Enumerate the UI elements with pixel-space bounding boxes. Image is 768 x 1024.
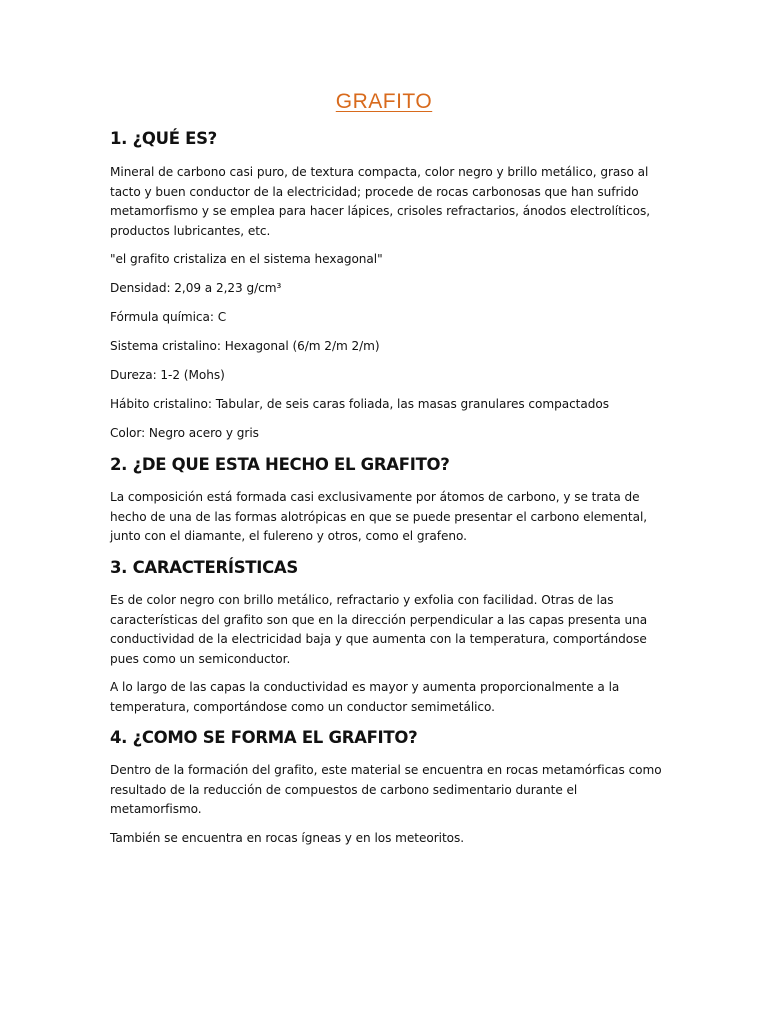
document-title <box>0 88 768 117</box>
document-title-text: GRAFITO <box>335 90 433 113</box>
section-4-paragraph-2: También se encuentra en rocas ígneas y en los meteoritos. <box>110 831 465 845</box>
section-3-paragraph-1: Es de color negro con brillo metálico, refractario y exfolia con facilidad. Otras de las características del grafito son que en la dirección perpendicular a las capas presenta una conductividad de la electricidad baja y que aumenta con la temperatura, comportándose pues como un semiconductor. <box>110 593 648 666</box>
property-density: Densidad: 2,09 a 2,23 g/cm³ <box>110 281 282 295</box>
section-2-heading: 2. ¿DE QUE ESTA HECHO EL GRAFITO? <box>110 455 450 474</box>
property-crystal-habit: Hábito cristalino: Tabular, de seis caras foliada, las masas granulares compactados <box>110 397 609 411</box>
section-3-heading: 3. CARACTERÍSTICAS <box>110 558 298 577</box>
section-3-paragraph-2: A lo largo de las capas la conductividad es mayor y aumenta proporcionalmente a la temperatura, comportándose como un conductor semimetálico. <box>110 680 620 714</box>
property-hardness: Dureza: 1-2 (Mohs) <box>110 368 225 382</box>
section-4-heading: 4. ¿COMO SE FORMA EL GRAFITO? <box>110 728 418 747</box>
property-color: Color: Negro acero y gris <box>110 426 259 440</box>
section-1-heading: 1. ¿QUÉ ES? <box>110 129 217 148</box>
section-2-paragraph: La composición está formada casi exclusivamente por átomos de carbono, y se trata de hecho de una de las formas alotrópicas en que se puede presentar el carbono elemental, junto con el diamante, el fulereno y otros, como el grafeno. <box>110 490 648 544</box>
property-crystal-system: Sistema cristalino: Hexagonal (6/m 2/m 2/m) <box>110 339 380 353</box>
property-formula: Fórmula química: C <box>110 310 227 324</box>
section-1-quote: "el grafito cristaliza en el sistema hexagonal" <box>110 252 383 266</box>
section-1-paragraph: Mineral de carbono casi puro, de textura compacta, color negro y brillo metálico, graso al tacto y buen conductor de la electricidad; procede de rocas carbonosas que han sufrido metamorfismo y se emplea para hacer lápices, crisoles refractarios, ánodos electrolíticos, productos lubricantes, etc. <box>110 165 651 238</box>
section-4-paragraph-1: Dentro de la formación del grafito, este material se encuentra en rocas metamórficas como resultado de la reducción de compuestos de carbono sedimentario durante el metamorfismo. <box>110 763 662 817</box>
